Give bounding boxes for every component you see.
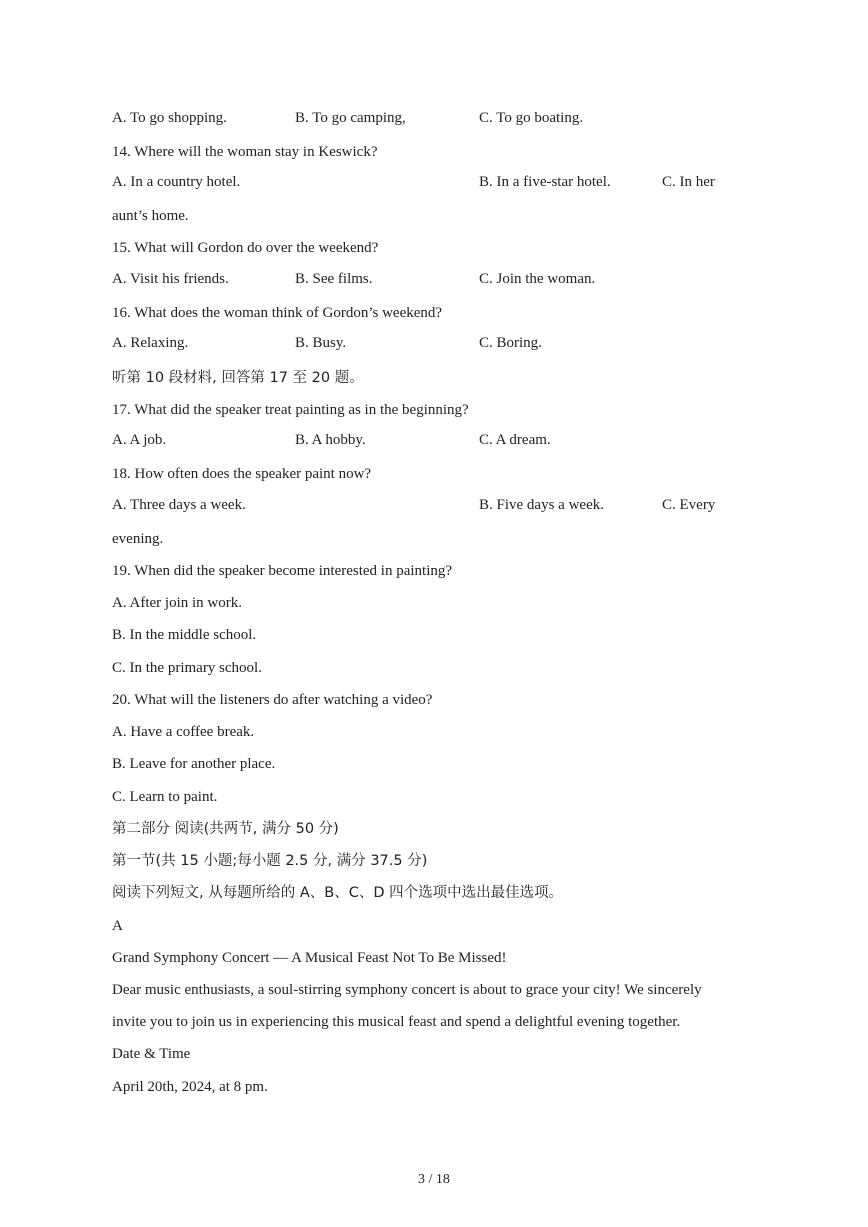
section-10-instruction: 听第 10 段材料, 回答第 17 至 20 题。 [112, 370, 364, 386]
q14-option-c: C. In her [662, 174, 715, 190]
q20-option-a: A. Have a coffee break. [112, 724, 255, 740]
q18-option-c: C. Every [662, 497, 716, 513]
q17-question: 17. What did the speaker treat painting as in the beginning? [112, 402, 469, 418]
q17-option-a: A. A job. [112, 432, 167, 448]
q17-option-b: B. A hobby. [295, 432, 366, 448]
page-number: 3 / 18 [418, 1172, 450, 1187]
passage-paragraph-line-2: invite you to join us in experiencing this musical feast and spend a delightful evening together. [112, 1014, 681, 1030]
q20-option-c: C. Learn to paint. [112, 789, 218, 805]
passage-paragraph-line-1: Dear music enthusiasts, a soul-stirring symphony concert is about to grace your city! We sincerely [112, 982, 702, 998]
q19-option-b: B. In the middle school. [112, 627, 257, 643]
q18-option-c-continued: evening. [112, 531, 164, 547]
q14-option-b: B. In a five-star hotel. [479, 174, 611, 190]
date-time-value: April 20th, 2024, at 8 pm. [112, 1079, 268, 1095]
q15-option-c: C. Join the woman. [479, 271, 596, 287]
q18-option-b: B. Five days a week. [479, 497, 604, 513]
q15-question: 15. What will Gordon do over the weekend? [112, 240, 379, 256]
passage-title: Grand Symphony Concert — A Musical Feast Not To Be Missed! [112, 950, 507, 966]
date-time-heading: Date & Time [112, 1046, 191, 1062]
q13-option-b: B. To go camping, [295, 110, 406, 126]
q16-option-b: B. Busy. [295, 335, 347, 351]
q18-question: 18. How often does the speaker paint now? [112, 466, 372, 482]
part-2-heading: 第二部分 阅读(共两节, 满分 50 分) [112, 821, 339, 837]
q20-option-b: B. Leave for another place. [112, 756, 276, 772]
q14-question: 14. Where will the woman stay in Keswick? [112, 144, 378, 160]
q20-question: 20. What will the listeners do after watching a video? [112, 692, 433, 708]
q19-option-a: A. After join in work. [112, 595, 242, 611]
q13-option-c: C. To go boating. [479, 110, 584, 126]
q16-question: 16. What does the woman think of Gordon’s weekend? [112, 305, 443, 321]
q15-option-b: B. See films. [295, 271, 373, 287]
q19-option-c: C. In the primary school. [112, 660, 262, 676]
q16-option-a: A. Relaxing. [112, 335, 189, 351]
q17-option-c: C. A dream. [479, 432, 551, 448]
reading-instruction: 阅读下列短文, 从每题所给的 A、B、C、D 四个选项中选出最佳选项。 [112, 885, 564, 901]
passage-label: A [112, 918, 123, 934]
q14-option-a: A. In a country hotel. [112, 174, 241, 190]
q13-option-a: A. To go shopping. [112, 110, 227, 126]
q19-question: 19. When did the speaker become interested in painting? [112, 563, 453, 579]
section-1-heading: 第一节(共 15 小题;每小题 2.5 分, 满分 37.5 分) [112, 853, 428, 869]
q16-option-c: C. Boring. [479, 335, 542, 351]
q14-option-c-continued: aunt’s home. [112, 208, 189, 224]
q15-option-a: A. Visit his friends. [112, 271, 229, 287]
q18-option-a: A. Three days a week. [112, 497, 246, 513]
